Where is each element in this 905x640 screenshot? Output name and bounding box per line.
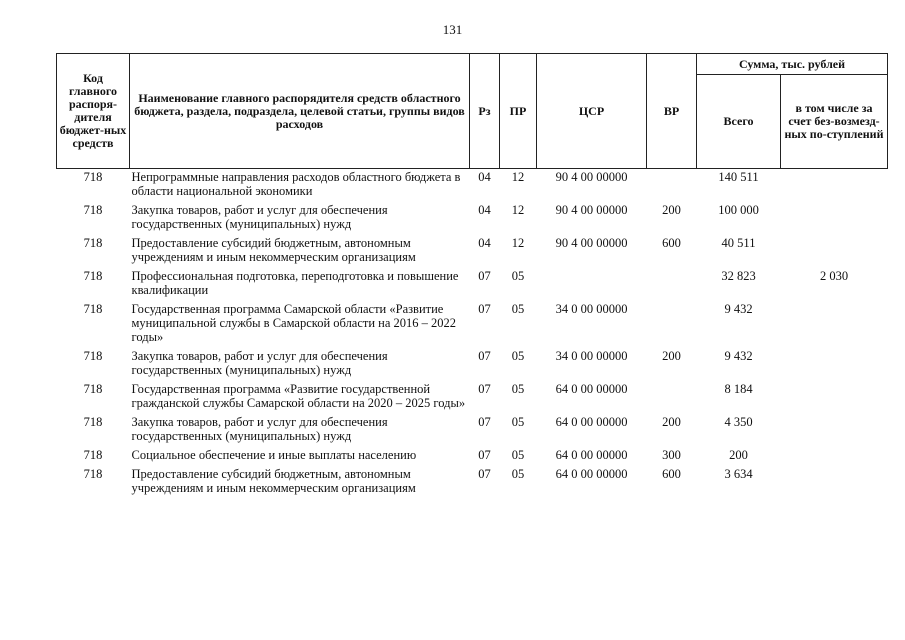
cell-csr: [537, 268, 647, 301]
cell-code: 718: [83, 170, 103, 184]
cell-csr: 64 0 00 00000: [555, 467, 628, 481]
table-row: [57, 235, 888, 268]
cell-csr: 34 0 00 00000: [555, 349, 628, 363]
table-row: [57, 447, 888, 466]
header-vr: ВР: [647, 54, 697, 169]
cell-pr: 12: [511, 203, 525, 217]
cell-pr: 05: [511, 467, 525, 481]
cell-free: [781, 202, 888, 235]
cell-total: 9 432: [724, 302, 753, 316]
cell-rz: 04: [478, 203, 491, 217]
cell-pr: 05: [511, 302, 525, 316]
cell-code: 718: [83, 203, 103, 217]
cell-name: Закупка товаров, работ и услуг для обеспечения государственных (муниципальных) нужд: [131, 203, 388, 231]
cell-rz: 07: [478, 382, 491, 396]
budget-table: [56, 53, 888, 499]
cell-rz: 07: [478, 467, 491, 481]
cell-total: 32 823: [721, 269, 756, 283]
cell-pr: 05: [511, 349, 525, 363]
cell-free: [781, 447, 888, 466]
cell-csr: 64 0 00 00000: [555, 382, 628, 396]
cell-vr: [647, 381, 697, 414]
table-header: [57, 54, 888, 169]
cell-csr: 34 0 00 00000: [555, 302, 628, 316]
cell-code: 718: [83, 382, 103, 396]
table-row: [57, 466, 888, 499]
cell-free: [781, 466, 888, 499]
cell-total: 4 350: [724, 415, 753, 429]
cell-code: 718: [83, 236, 103, 250]
cell-total: 100 000: [718, 203, 759, 217]
table-body: [57, 169, 888, 500]
cell-total: 9 432: [724, 349, 753, 363]
header-csr: ЦСР: [537, 54, 647, 169]
header-total: Всего: [697, 75, 781, 169]
table-row: [57, 202, 888, 235]
cell-total: 8 184: [724, 382, 753, 396]
cell-total: 40 511: [721, 236, 756, 250]
cell-rz: 07: [478, 302, 491, 316]
cell-free: [781, 301, 888, 348]
cell-pr: 12: [511, 170, 525, 184]
cell-total: 200: [729, 448, 748, 462]
cell-pr: 12: [511, 236, 525, 250]
cell-code: 718: [83, 448, 103, 462]
cell-vr: 200: [662, 415, 681, 429]
cell-rz: 07: [478, 269, 491, 283]
header-free: в том числе за счет без-возмезд-ных по-ступлений: [781, 75, 888, 169]
cell-rz: 07: [478, 415, 491, 429]
cell-name: Социальное обеспечение и иные выплаты населению: [131, 448, 417, 462]
cell-name: Государственная программа Самарской области «Развитие муниципальной службы в Самарской области на 2016 – 2022 годы»: [131, 302, 457, 344]
page-number: 131: [442, 22, 463, 37]
cell-code: 718: [83, 269, 103, 283]
cell-vr: [647, 169, 697, 203]
table-row: [57, 301, 888, 348]
cell-name: Профессиональная подготовка, переподготовка и повышение квалификации: [131, 269, 459, 297]
cell-free: [781, 348, 888, 381]
cell-vr: [647, 301, 697, 348]
cell-pr: 05: [511, 269, 525, 283]
header-rz: Рз: [470, 54, 500, 169]
table-row: [57, 169, 888, 203]
table-row: [57, 381, 888, 414]
cell-total: 3 634: [724, 467, 753, 481]
cell-code: 718: [83, 415, 103, 429]
cell-name: Государственная программа «Развитие государственной гражданской службы Самарской области на 2020 – 2025 годы»: [131, 382, 466, 410]
header-sum: Сумма, тыс. рублей: [697, 54, 888, 75]
cell-pr: 05: [511, 448, 525, 462]
cell-vr: 600: [662, 467, 681, 481]
cell-csr: 64 0 00 00000: [555, 448, 628, 462]
cell-csr: 90 4 00 00000: [555, 203, 628, 217]
cell-rz: 04: [478, 236, 491, 250]
cell-free: [781, 169, 888, 203]
cell-code: 718: [83, 467, 103, 481]
cell-pr: 05: [511, 382, 525, 396]
cell-csr: 90 4 00 00000: [555, 236, 628, 250]
cell-name: Закупка товаров, работ и услуг для обеспечения государственных (муниципальных) нужд: [131, 415, 388, 443]
cell-free: 2 030: [819, 269, 849, 283]
cell-free: [781, 381, 888, 414]
cell-rz: 07: [478, 448, 491, 462]
cell-vr: [647, 268, 697, 301]
header-code: Код главного распоря-дителя бюджет-ных средств: [57, 54, 130, 169]
cell-vr: 600: [662, 236, 681, 250]
cell-code: 718: [83, 302, 103, 316]
cell-name: Закупка товаров, работ и услуг для обеспечения государственных (муниципальных) нужд: [131, 349, 388, 377]
cell-vr: 300: [662, 448, 681, 462]
header-name: Наименование главного распорядителя средств областного бюджета, раздела, подраздела, целевой статьи, группы видов расходов: [130, 54, 470, 169]
header-pr: ПР: [500, 54, 537, 169]
cell-rz: 04: [478, 170, 491, 184]
cell-vr: 200: [662, 349, 681, 363]
cell-pr: 05: [511, 415, 525, 429]
cell-name: Предоставление субсидий бюджетным, автономным учреждениям и иным некоммерческим организациям: [131, 236, 416, 264]
cell-name: Непрограммные направления расходов областного бюджета в области национальной экономики: [131, 170, 461, 198]
cell-free: [781, 235, 888, 268]
table-row: [57, 348, 888, 381]
cell-code: 718: [83, 349, 103, 363]
table-row: [57, 268, 888, 301]
cell-name: Предоставление субсидий бюджетным, автономным учреждениям и иным некоммерческим организациям: [131, 467, 416, 495]
cell-total: 140 511: [718, 170, 759, 184]
cell-vr: 200: [662, 203, 681, 217]
cell-rz: 07: [478, 349, 491, 363]
cell-csr: 64 0 00 00000: [555, 415, 628, 429]
table-row: [57, 414, 888, 447]
cell-csr: 90 4 00 00000: [555, 170, 628, 184]
cell-free: [781, 414, 888, 447]
